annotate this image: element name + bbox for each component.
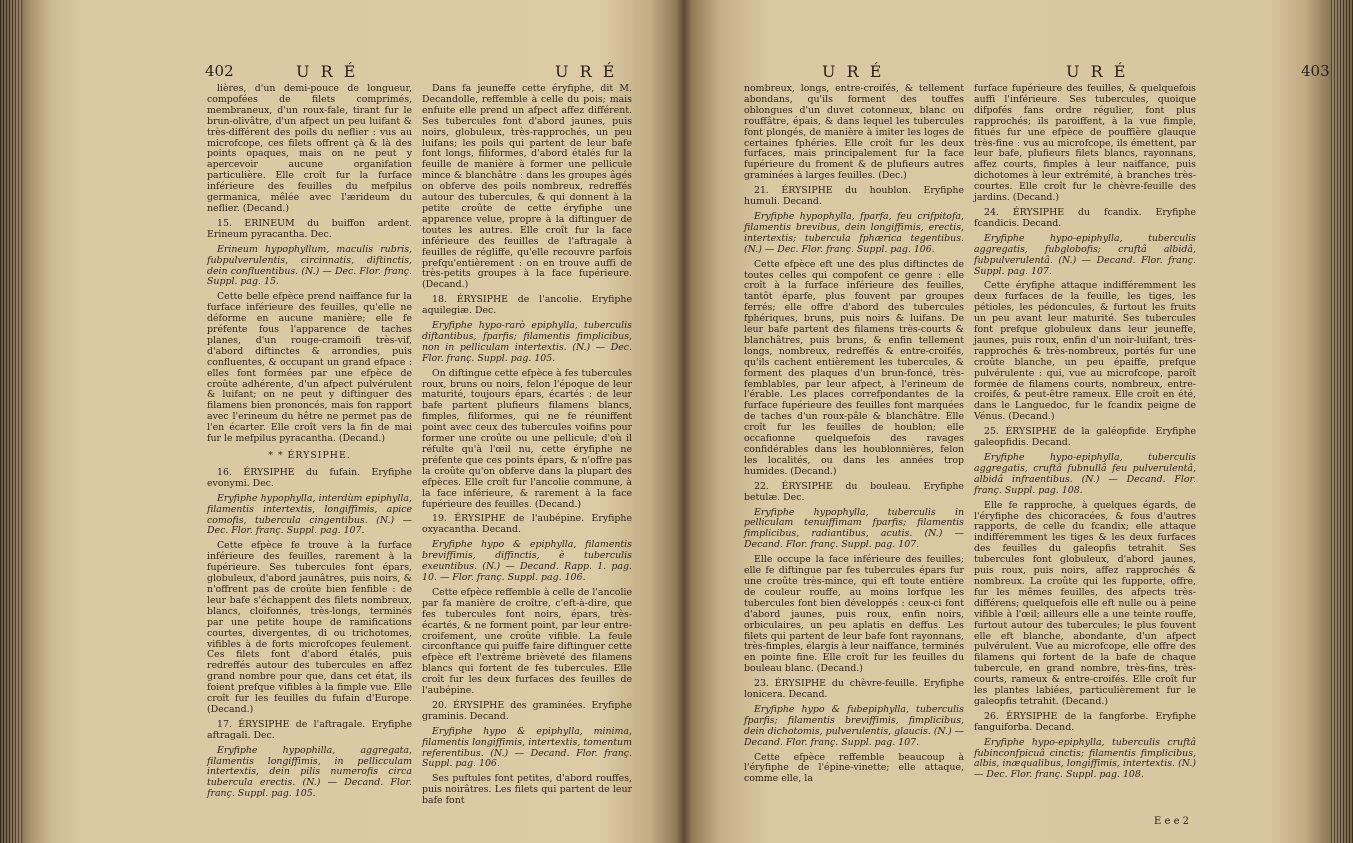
paragraph: 18. ÉRYSIPHE de l'ancolie. Eryfiphe aquilegiæ. Dec.	[422, 294, 632, 317]
left-page-header	[0, 56, 676, 86]
right-page	[676, 0, 1353, 843]
left-running-head-2: U R É	[555, 62, 618, 81]
paragraph: 20. ÉRYSIPHE des graminées. Eryfiphe graminis. Decand.	[422, 699, 632, 722]
paragraph: On diftingue cette efpèce à fes tubercules roux, bruns ou noirs, felon l'époque de leur maturité, toujours épars, écartés : de leur bafe partent plufieurs filamens blancs, fimples, filiformes, qui ne fe réuniffent point avec ceux des tubercules voifins pour former une croûte ou une pellicule; d'où il réfulte qu'à l'œil nu, cette éryfiphe ne préfente que ces points épars, & n'offre pas la croûte qu'on obferve dans la plupart des efpèces. Elle croît fur l'ancolie commune, à la face inférieure, & rarement à la face fupérieure des feuilles. (Decand.)	[422, 367, 632, 510]
paragraph: Cette efpèce reffemble à celle de l'ancolie par fa manière de croître, c'eft-à-dire, que fes tubercules font noirs, épars, très-écartés, & ne forment point, par leur entre-croifement, une croûte vifible. La feule circonftance qui puiffe faire diftinguer cette efpèce eft l'extrême brièveté des filamens blancs qui fortent de fes tubercules. Elle croît fur les deux furfaces des feuilles de l'aubépine.	[422, 586, 632, 697]
right-page-header	[676, 56, 1353, 86]
latin-diagnosis: Eryfiphe hypo & fubepiphylla, tuberculis fparfis; filamentis breviffimis, fimplicibus, dein dichotomis, pulverulentis, glaucis. (N.) — Decand. Flor. franç. Suppl. pag. 107.	[744, 703, 964, 748]
left-page-column-1	[207, 84, 412, 804]
paragraph: 21. ÉRYSIPHE du houblon. Eryfiphe humuli. Decand.	[744, 185, 964, 208]
paragraph: 19. ÉRYSIPHE de l'aubépine. Eryfiphe oxyacantha. Decand.	[422, 513, 632, 536]
section-heading: * * ÉRYSIPHE.	[268, 450, 351, 461]
left-page-number: 402	[205, 62, 234, 80]
paragraph: nombreux, longs, entre-croifés, & tellement abondans, qu'ils forment des touffes oblongues d'un duvet cotonneux, blanc ou rouffâtre, épais, & dans lequel les tubercules font plongés, de manière à imiter les loges de certaines fphéries. Elle croît fur les deux furfaces, mais principalement fur la face fupérieure du froment & de plufieurs autres graminées à larges feuilles. (Dec.)	[744, 83, 964, 182]
latin-diagnosis: Eryfiphe hypo-epiphylla, tuberculis cruftâ fubinconfpicuâ cinctis; filamentis fimplicibus, albis, inæqualibus, longiffimis, intertextis. (N.) — Dec. Flor. franç. Suppl. pag. 108.	[974, 736, 1196, 781]
latin-diagnosis: Eryfiphe hypo-epiphylla, tuberculis aggregatis, cruftâ fubnullâ feu pulverulentâ, albidâ infraentibus. (N.) — Decand. Flor. franç. Suppl. pag. 108.	[974, 452, 1196, 496]
paragraph: 22. ÉRYSIPHE du bouleau. Eryfiphe betulæ. Dec.	[744, 480, 964, 503]
paragraph: 17. ÉRYSIPHE de l'aftragale. Eryfiphe aftragali. Dec.	[207, 718, 412, 741]
latin-diagnosis: Eryfiphe hypophilla, aggregata, filamentis longiffimis, in pellicculam intertextis, dein pilis numerofis circa tubercula erectis. (N.) — Decand. Flor. franç. Suppl. pag. 105.	[207, 744, 412, 800]
latin-diagnosis: Eryfiphe hypophylla, fparfa, feu crifpitofa, filamentis brevibus, dein longiffimis, erectis, intertextis; tubercula fphærica tegentibus. (N.) — Dec. Flor. franç. Suppl. pag. 106.	[744, 210, 964, 255]
latin-diagnosis: Eryfiphe hypophylla, interdùm epiphylla, filamentis intertextis, longiffimis, apice comofis, tubercula cingentibus. (N.) — Dec. Flor. franç. Suppl. pag. 107.	[207, 492, 412, 537]
paragraph: 15. ERINEUM du buiffon ardent. Erineum pyracantha. Dec.	[207, 217, 412, 240]
right-running-head: U R É	[822, 62, 885, 81]
signature-mark: E e e 2	[1154, 816, 1190, 827]
paragraph: 16. ÉRYSIPHE du fufain. Eryfiphe evonymi. Dec.	[207, 466, 412, 489]
paragraph: Cette efpèce eft une des plus diftinctes de toutes celles qui compofent ce genre : elle croît à la furface inférieure des feuilles, tantôt éparfe, plus fouvent par groupes ferrés; elle offre d'abord des tubercules fphériques, bruns, puis noirs & luifans. De leur bafe partent des filamens très-courts & blanchâtres, puis bruns, & enfin tellement longs, nombreux, redreffés & entre-croifés, qu'ils cachent entièrement les tubercules, & forment des plaques d'un brun-foncé, très-femblables, par leur afpect, à l'erineum de l'érable. Les places correfpondantes de la furface fupérieure des feuilles font marquées de taches d'un roux-pâle & blanchâtre. Elle croît fur les feuilles de houblon; elle occafionne quelquefois des ravages confidérables dans les houblonnières, felon les localités, ou dans les années trop humides. (Decand.)	[744, 258, 964, 477]
latin-diagnosis: Eryfiphe hypophylla, tuberculis in pelliculam tenuiffimam fparfis; filamentis fimplicibus, radiantibus, acutis. (N.) — Decand. Flor. franç. Suppl. pag. 107.	[744, 506, 964, 551]
paragraph: Cette efpèce fe trouve à la furface inférieure des feuilles, rarement à la fupérieure. Ses tubercules font épars, globuleux, d'abord jaunâtres, puis noirs, & n'offrent pas de croûte bien fenfible : de leur bafe s'échappent des filets nombreux, blancs, cloifonnés, très-longs, terminés par une petite houpe de ramifications courtes, divergentes, di ou trichotomes, vifibles à de forts microfcopes feulement. Ces filets font d'abord étalés, puis redreffés autour des tubercules en affez grand nombre pour que, dans cet état, ils foient prefque vifibles à la fimple vue. Elle croît fur les feuilles du fufain d'Europe. (Decand.)	[207, 540, 412, 715]
right-page-column-1	[744, 84, 964, 789]
paragraph: Elle occupe la face inférieure des feuilles; elle fe diftingue par fes tubercules épars fur une croûte très-mince, qui eft toute entière de couleur rouffe, au moins lorfque les tubercules font bien développés : ceux-ci font d'abord jaunes, puis roux, enfin noirs, orbiculaires, un peu aplatis en deffus. Les filets qui partent de leur bafe font rayonnans, très-fimples, élargis à leur naiffance, terminés en pointe fine. Elle croît fur les feuilles du bouleau blanc. (Decand.)	[744, 554, 965, 675]
latin-diagnosis: Eryfiphe hypo-epiphylla, tuberculis aggregatis, fubglobofis; cruftâ albidâ, fubpulverulentâ. (N.) — Decand. Flor. franç. Suppl. pag. 107.	[974, 232, 1196, 277]
left-running-head: U R É	[296, 62, 359, 81]
right-page-number: 403	[1301, 62, 1330, 80]
paragraph: lières, d'un demi-pouce de longueur, compofées de filets comprimés, membraneux, d'un roux-fale, tirant fur le brun-olivâtre, d'un afpect un peu luifant & très-différent des poils du neflier : vus au microfcope, ces filets offrent çà & là des points opaques, mais on ne peut y apercevoir aucune organifation particulière. Elle croît fur la furface inférieure des feuilles du mefpilus germanica, mêlée avec l'ærideum du neflier. (Decand.)	[207, 83, 412, 214]
paragraph: Dans fa jeuneffe cette éryfiphe, dit M. Decandolle, reffemble à celle du pois; mais enfuite elle prend un afpect affez différent. Ses tubercules font d'abord jaunes, puis noirs, globuleux, très-rapprochés, un peu luifans; les poils qui partent de leur bafe font longs, filiformes, d'abord étalés fur la feuille de manière à former une pellicule mince & blanchâtre : dans les groupes âgés on obferve des poils nombreux, redreffés autour des tubercules, & qui donnent à la petite croûte de cette éryfiphe une apparence velue, propre à la diftinguer de toutes les autres. Elle croît fur la face inférieure des feuilles de l'aftragale à feuilles de régliffe, qu'elle recouvre parfois prefqu'entièrement : on en trouve auffi de très-petits groupes à la face fupérieure. (Decand.)	[422, 83, 632, 291]
right-running-head-2: U R É	[1066, 62, 1129, 81]
left-page-column-2	[422, 84, 632, 811]
paragraph: Ses puftules font petites, d'abord rouffes, puis noirâtres. Les filets qui partent de leur bafe font	[422, 773, 632, 807]
paragraph: furface fupérieure des feuilles, & quelquefois auffi l'inférieure. Ses tubercules, quoique difpofés fans ordre régulier, font plus rapprochés; ils paroiffent, à la vue fimple, fitués fur une efpèce de pouffière glauque très-fine : vus au microfcope, ils émettent, par leur bafe, plufieurs filets blancs, rayonnans, affez courts, fimples à leur naiffance, puis dichotomes à leur extrémité, à branches très-courtes. Elle croît fur le chèvre-feuille des jardins. (Decand.)	[974, 83, 1196, 204]
paragraph: 23. ÉRYSIPHE du chèvre-feuille. Eryfiphe lonicera. Decand.	[744, 678, 964, 701]
paragraph: Elle fe rapproche, à quelques égards, de l'éryfiphe des chicoracées, & fous d'autres rapports, de celle du fcandix; elle attaque indifféremment les tiges & les deux furfaces des feuilles du galeopfis tetrahit. Ses tubercules font globuleux, d'abord jaunes, puis roux, puis noirs, affez rapprochés & nombreux. La croûte qui les fupporte, offre, fur les mêmes feuilles, des afpects très-différens; quelquefois elle eft nulle ou à peine vifible à l'œil; ailleurs elle a une teinte rouffe, furtout autour des tubercules; le plus fouvent elle eft blanche, abondante, d'un afpect pulvérulent. Vue au microfcope, elle offre des filamens qui fortent de la bafe de chaque tubercule, en grand nombre, très-fins, très-courts, rameux & entre-croifés. Elle croît fur les plantes labiées, particulièrement fur le galeopfis tetrahit. (Decand.)	[974, 499, 1196, 707]
paragraph: Cette efpèce reffemble beaucoup à l'éryfiphe de l'épine-vinette; elle attaque, comme elle, la	[744, 751, 964, 785]
latin-diagnosis: Eryfiphe hypo & epiphylla, minima, filamentis longiffimis, intertextis, tomentum referentibus. (N.) — Decand. Flor. franç. Suppl. pag. 106.	[422, 725, 632, 770]
latin-diagnosis: Erineum hypophyllum, maculis rubris, fubpulverulentis, circinnatis, diftinctis, dein confluentibus. (N.) — Dec. Flor. franç. Suppl. pag. 15.	[207, 243, 412, 288]
paragraph: Cette éryfiphe attaque indifféremment les deux furfaces de la feuille, les tiges, les pétioles, les pédoncules, & furtout les fruits un peu avant leur maturité. Ses tubercules font prefque globuleux dans leur jeuneffe, jaunes, puis roux, enfin d'un noir-luifant, très-rapprochés & très-nombreux, portés fur une croûte blanche, un peu épaiffe, prefque pulvérulente : qui, vue au microfcope, paroît formée de filamens courts, nombreux, entre-croifés, & peut-être rameux. Elle croît en été, dans le Languedoc, fur le fcandix peigne de Vénus. (Decand.)	[974, 280, 1196, 423]
paragraph: 24. ÉRYSIPHE du fcandix. Eryfiphe fcandicis. Decand.	[974, 206, 1196, 229]
latin-diagnosis: Eryfiphe hypo & epiphylla, filamentis breviffimis, diffinctis, è tuberculis exeuntibus. (N.) — Decand. Rapp. 1. pag. 10. — Flor. franç. Suppl. pag. 106.	[422, 539, 632, 583]
latin-diagnosis: Eryfiphe hypo-rarò epiphylla, tuberculis diftantibus, fparfis; filamentis fimplicibus, non in pelliculam intertextis. (N.) — Dec. Flor. franç. Suppl. pag. 105.	[422, 320, 632, 364]
paragraph: 25. ÉRYSIPHE de la galéopfide. Eryfiphe galeopfidis. Decand.	[974, 426, 1196, 449]
paragraph: Cette belle efpèce prend naiffance fur la furface inférieure des feuilles, qu'elle ne déforme en aucune manière; elle fe préfente fous l'apparence de taches planes, d'un rouge-cramoifi très-vif, d'abord diftinctes & arrondies, puis confluentes, & occupant un grand efpace : elles font formées par une efpèce de croûte adhérente, d'un afpect pulvérulent & luifant; on ne peut y diftinguer des filamens bien prononcés, mais fon rapport avec l'erineum du hêtre ne permet pas de l'en écarter. Elle croît vers la fin de mai fur le mefpilus pyracantha. (Decand.)	[207, 291, 412, 445]
left-page	[0, 0, 676, 843]
right-page-column-2	[974, 84, 1196, 785]
paragraph: 26. ÉRYSIPHE de la fangforbe. Eryfiphe fanguiforba. Decand.	[974, 710, 1196, 733]
